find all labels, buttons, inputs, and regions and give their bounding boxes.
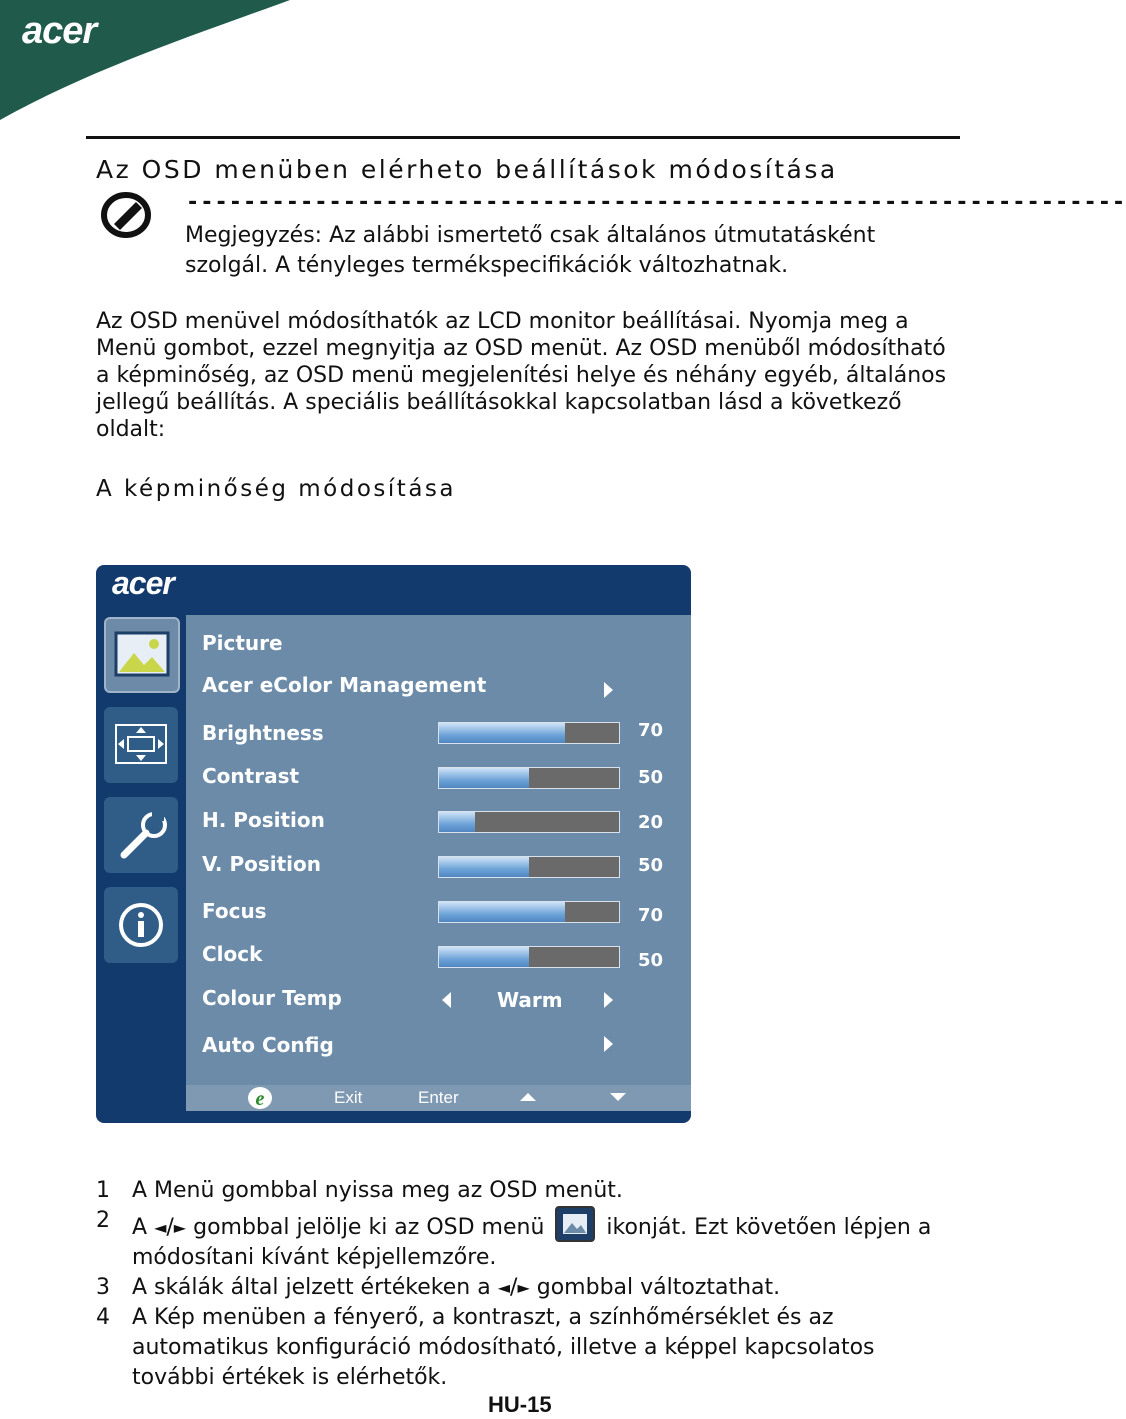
colour-temp-prev-icon[interactable] xyxy=(442,992,451,1008)
step-text: A xyxy=(132,1215,148,1240)
step-text: A Kép menüben a fényerő, a kontraszt, a színhőmérséklet és az automatikus konfiguráció módosítható, illetve a képpel kapcsolatos további értékek is elérhetők. xyxy=(132,1305,875,1390)
v-position-value: 50 xyxy=(638,855,664,876)
step-text: ikonját. Ezt követően lépjen a módosítani kívánt képjellemzőre. xyxy=(132,1215,932,1270)
contrast-slider[interactable] xyxy=(438,767,620,789)
svg-text:e: e xyxy=(255,1088,265,1110)
clock-slider[interactable] xyxy=(438,946,620,968)
osd-label-contrast[interactable]: Contrast xyxy=(202,764,300,788)
brightness-value: 70 xyxy=(638,720,664,741)
left-arrow-icon: ◄ xyxy=(497,1278,511,1297)
position-icon xyxy=(104,707,178,783)
brightness-slider[interactable] xyxy=(438,722,620,744)
note-text: Megjegyzés: Az alábbi ismertető csak általános útmutatásként szolgál. A tényleges termékspecifikációk változhatnak. xyxy=(185,223,876,278)
colour-temp-next-icon[interactable] xyxy=(604,992,613,1008)
intro-paragraph: Az OSD menüvel módosíthatók az LCD monitor beállításai. Nyomja meg a Menü gombot, ezzel megnyitja az OSD menüt. Az OSD menüből módosítható a képminőség, az OSD menü megjelenítési helye és néhány egyéb, általános jellegű beállítás. A speciális beállításokkal kapcsolatban lásd a következő oldalt: xyxy=(96,309,947,442)
step-2: 2 A ◄/► gombbal jelölje ki az OSD menü ikonját. Ezt követően lépjen a módosítani kívánt képjellemzőre. xyxy=(96,1208,932,1270)
h-position-value: 20 xyxy=(638,812,664,833)
osd-acer-logo: acer xyxy=(112,565,174,601)
wrench-icon xyxy=(104,797,178,873)
step-3: 3 A skálák által jelzett értékeken a ◄/► gombbal változtathat. xyxy=(96,1273,956,1303)
osd-tab-position[interactable] xyxy=(104,707,178,783)
footer-enter[interactable]: Enter xyxy=(418,1088,459,1107)
info-icon xyxy=(104,887,178,963)
osd-heading-picture: Picture xyxy=(202,631,283,655)
acer-logo: acer xyxy=(22,10,97,52)
right-arrow-icon: ► xyxy=(517,1278,530,1297)
step-number: 4 xyxy=(96,1305,110,1330)
osd-label-v-position[interactable]: V. Position xyxy=(202,852,322,876)
subsection-title: A képminőség módosítása xyxy=(96,476,456,502)
osd-tab-picture[interactable] xyxy=(104,617,180,693)
v-position-slider[interactable] xyxy=(438,856,620,878)
osd-auto-config-item[interactable]: Auto Config xyxy=(202,1033,334,1057)
step-number: 3 xyxy=(96,1275,110,1300)
page-number: HU-15 xyxy=(488,1392,552,1417)
empowering-key-icon[interactable] xyxy=(246,1085,274,1111)
step-text: A Menü gombbal nyissa meg az OSD menüt. xyxy=(132,1178,623,1203)
colour-temp-value: Warm xyxy=(497,988,563,1012)
section-title: Az OSD menüben elérheto beállítások módosítása xyxy=(96,155,838,184)
osd-footer-bar xyxy=(186,1085,691,1111)
osd-label-clock[interactable]: Clock xyxy=(202,942,263,966)
left-arrow-icon: ◄ xyxy=(154,1218,167,1237)
osd-label-brightness[interactable]: Brightness xyxy=(202,721,324,745)
osd-tab-settings[interactable] xyxy=(104,797,178,873)
clock-value: 50 xyxy=(638,950,664,971)
osd-menu-screenshot xyxy=(96,565,691,1123)
step-4 xyxy=(96,1303,956,1393)
ecolor-arrow-icon xyxy=(604,682,613,698)
contrast-value: 50 xyxy=(638,767,664,788)
step-text: gombbal jelölje ki az OSD menü xyxy=(193,1215,545,1240)
note-divider: ------------------------------------------------------------------ xyxy=(186,190,1126,215)
osd-label-focus[interactable]: Focus xyxy=(202,899,267,923)
h-position-slider[interactable] xyxy=(438,811,620,833)
brand-corner-band xyxy=(0,0,960,130)
step-text: A skálák által jelzett értékeken a xyxy=(132,1275,491,1300)
picture-menu-icon xyxy=(555,1206,595,1242)
picture-icon xyxy=(106,619,178,691)
focus-slider[interactable] xyxy=(438,901,620,923)
footer-down-icon[interactable] xyxy=(610,1093,626,1101)
header-rule xyxy=(86,136,960,139)
steps-list xyxy=(96,1176,956,1393)
step-1 xyxy=(96,1176,956,1206)
osd-label-h-position[interactable]: H. Position xyxy=(202,808,325,832)
step-number: 2 xyxy=(96,1208,110,1233)
footer-up-icon[interactable] xyxy=(520,1093,536,1101)
osd-ecolor-item[interactable]: Acer eColor Management xyxy=(202,673,487,697)
osd-tab-info[interactable] xyxy=(104,887,178,963)
osd-label-colour-temp[interactable]: Colour Temp xyxy=(202,986,342,1010)
focus-value: 70 xyxy=(638,905,664,926)
step-text: gombbal változtathat. xyxy=(536,1275,781,1300)
right-arrow-icon: ► xyxy=(173,1218,187,1237)
step-number: 1 xyxy=(96,1178,110,1203)
note-icon xyxy=(100,190,154,240)
auto-config-arrow-icon xyxy=(604,1036,613,1052)
footer-exit[interactable]: Exit xyxy=(334,1088,363,1107)
